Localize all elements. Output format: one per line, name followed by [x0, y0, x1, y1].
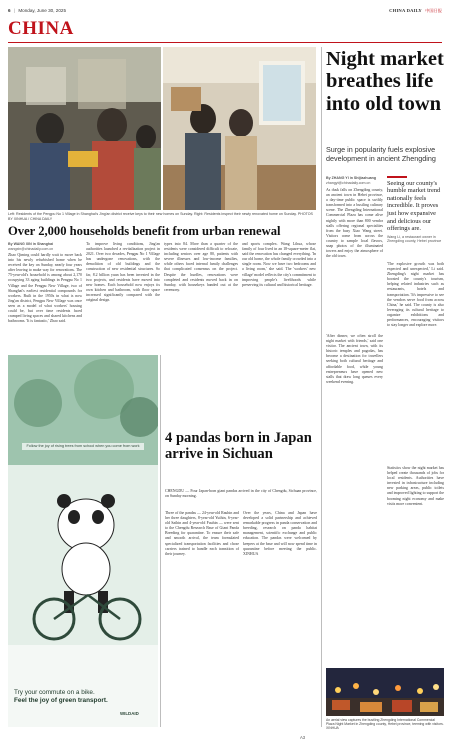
article-panda-col2: Over the years, China and Japan have developed a solid partnership and achieved remarkable progress in panda conservation and breeding, research on panda habitat management, scientific exchange and public education. The pandas were welcomed by keepers at the base and will now spend time in quarantine before meeting the public. XINHUA	[243, 511, 317, 556]
headline-panda: 4 pandas born in Japan arrive in Sichuan	[165, 430, 312, 463]
byline-renewal-name: By WANG XIN in Shanghai	[8, 242, 54, 246]
byline-night-market	[326, 176, 383, 186]
ad-line1: Try your commute on a bike.	[14, 689, 95, 696]
photo-residents-receiving-keys	[8, 47, 161, 210]
article-night-market-col2: 'After dinner, we often stroll the night market with friends,' said one visitor. The ancient town, with its historic temples and pagodas, has become a destination for travellers seeking both cultural heritage and affordable food, while young entrepreneurs have opened new stalls that draw long queues every weekend evening.	[326, 334, 383, 384]
article-night-market-col3: 'The explosive growth was both expected and unexpected,' Li said. Zhengding's night market has boosted the county's tourism, helping related industries such as restaurants, hotels and transportation. 'It's impressive to see the vendors serve food from across China,' he said. The county is also leveraging its cultural heritage to organize exhibitions and performances, encouraging visitors to stay longer and explore more.	[387, 262, 444, 328]
article-renewal-col1: Zhao Qiming could hardly wait to move back into his newly refurbished home when he received the key on Sunday, nearly four years after leaving to make way for renovations. The 75-year-old's household is among about 2,170 occupying 33 aging buildings in Pengpu No 1 Village and the Pengpu New Village, two of Shanghai's earliest residential compounds for workers. Built in the 1950s in what is now Jing'an district, Pengpu New Village was once seen as a model of what workers' housing could be, but over time residents faced cramped living spaces and shared kitchens and bathrooms. 'It is fantastic,' Zhao said.	[8, 253, 82, 324]
page-divider: |	[13, 8, 16, 13]
pull-quote	[387, 176, 444, 244]
masthead-chinese: 中国日报	[425, 8, 442, 13]
dateline: Monday, June 30, 2025	[18, 8, 67, 13]
page-number: 6	[8, 8, 11, 13]
byline-night-market-name: By ZHANG YI in Shijiazhuang	[326, 176, 377, 180]
article-night-market-col1: As dusk falls on Zhengding county, an ancient town in Hebei province, a day-time public space is swiftly transformed into a bustling culinary scene. The Zhengding International Commercial Plaza has come alive nightly with more than 800 vendor stalls offering regional specialties from the busy Xiao Wang street. Visitors come from across the country to sample local flavors, snap photos of the illuminated towers and enjoy the atmosphere of the old town.	[326, 188, 383, 259]
headline-night-market: Night market breathes life into old town	[326, 48, 444, 115]
byline-renewal-email: wangxin@chinadaily.com.cn	[8, 246, 54, 251]
article-panda-col1: Three of the pandas — 24-year-old Rauhin and her three daughters, 8-year-old Yuihin, 6-year-old Saihin and 4-year-old Fuuhin — were sent to the Chengdu Research Base of Giant Panda Breeding for quarantine. To ensure their safe and smooth arrival, the team formulated specialized transportation facilities and chose carriers trained to handle each transition of their journey.	[165, 511, 239, 556]
photo-caption-night-market: An aerial view captures the bustling Zhengding International Commercial Plaza Night Market in Zhengding county, Hebei province, teeming with visitors. XINHUA	[326, 718, 444, 731]
photo-caption-renewal: Left: Residents of the Pengpu No 1 Village in Shanghai's Jing'an district receive keys to their new homes on Sunday. Right: Residents inspect their newly renovated home on Sunday. PHOTOS BY XINHUA / CHINA DAILY	[8, 212, 313, 221]
footer-page-number: A3	[300, 735, 306, 740]
ad-panda-bike	[8, 355, 158, 727]
photo-renovated-home	[163, 47, 316, 210]
article-panda-lead: CHENGDU — Four Japan-born giant pandas arrived in the city of Chengdu, Sichuan province, on Sunday morning.	[165, 489, 317, 499]
photo-night-market	[326, 668, 444, 716]
headline-renewal: Over 2,000 households benefit from urban renewal	[8, 224, 281, 238]
masthead: CHINA DAILY	[389, 8, 422, 13]
pull-quote-bar	[387, 176, 407, 178]
pull-quote-text: Seeing our county's humble market trend nationally feels incredible. It proves just how expansive and delicious our offerings are.	[387, 179, 441, 233]
ad-caption: Follow the joy of rising trees from school when you come from work	[22, 443, 144, 450]
article-renewal-col2: To improve living conditions, Jing'an authorities launched a revitalization project in 2021. Over two decades, Pengpu No 1 Village has undergone renovations, with the demolition of old buildings and the construction of new residential structures. So far, 8.2 billion yuan has been invested in the two projects, and residents have moved into new homes. Each household now enjoys its own kitchen and bathroom, with floor space increased significantly compared with the original design.	[86, 242, 160, 303]
photo-night-market-illustration	[326, 668, 444, 716]
section-rule	[8, 42, 442, 43]
byline-renewal	[8, 242, 82, 252]
ad-brand: WILDAID	[120, 711, 139, 716]
masthead-group	[389, 8, 442, 14]
article-renewal-col4: and sports complex. Wang Lihua, whose family of four lived in an 18-square-meter flat, said the renovation has changed everything. 'In our old home, the whole family crowded into a single room. Now we have two bedrooms and a living room,' she said. The 'workers' new village' model reflects the city's commitment to improving people's livelihoods while preserving its cultural and historical heritage.	[242, 242, 316, 287]
article-renewal-col3: types into 84. More than a quarter of the residents were considered difficult to relocate, including seniors over age 80, patients with severe illnesses and low-income families, while others faced internal family challenges that complicated consensus on the project. Despite the hurdles, renovations were completed and residents moved back in on Sunday, with housekeys handed out at the ceremony.	[164, 242, 238, 292]
subhead-night-market: Surge in popularity fuels explosive development in ancient Zhengding	[326, 145, 436, 163]
byline-night-market-email: zhangyi@chinadaily.com.cn	[326, 180, 371, 185]
column-divider-right	[321, 47, 322, 727]
photo-home-illustration	[163, 47, 316, 210]
ad-line2: Feel the joy of green transport.	[14, 697, 108, 704]
pull-quote-attribution: Wang Li, a restaurant owner in Zhengding county, Hebei province	[387, 234, 442, 244]
section-title: CHINA	[8, 18, 74, 39]
column-divider-panda	[160, 355, 161, 727]
article-night-market-col4: Statistics show the night market has helped create thousands of jobs for local residents. Authorities have invested in infrastructure including new parking areas, public toilets and improved lighting to support the booming night economy and make visits more convenient.	[387, 466, 444, 506]
ad-illustration	[8, 355, 158, 727]
photo-residents-illustration	[8, 47, 161, 210]
page-header	[8, 8, 442, 16]
